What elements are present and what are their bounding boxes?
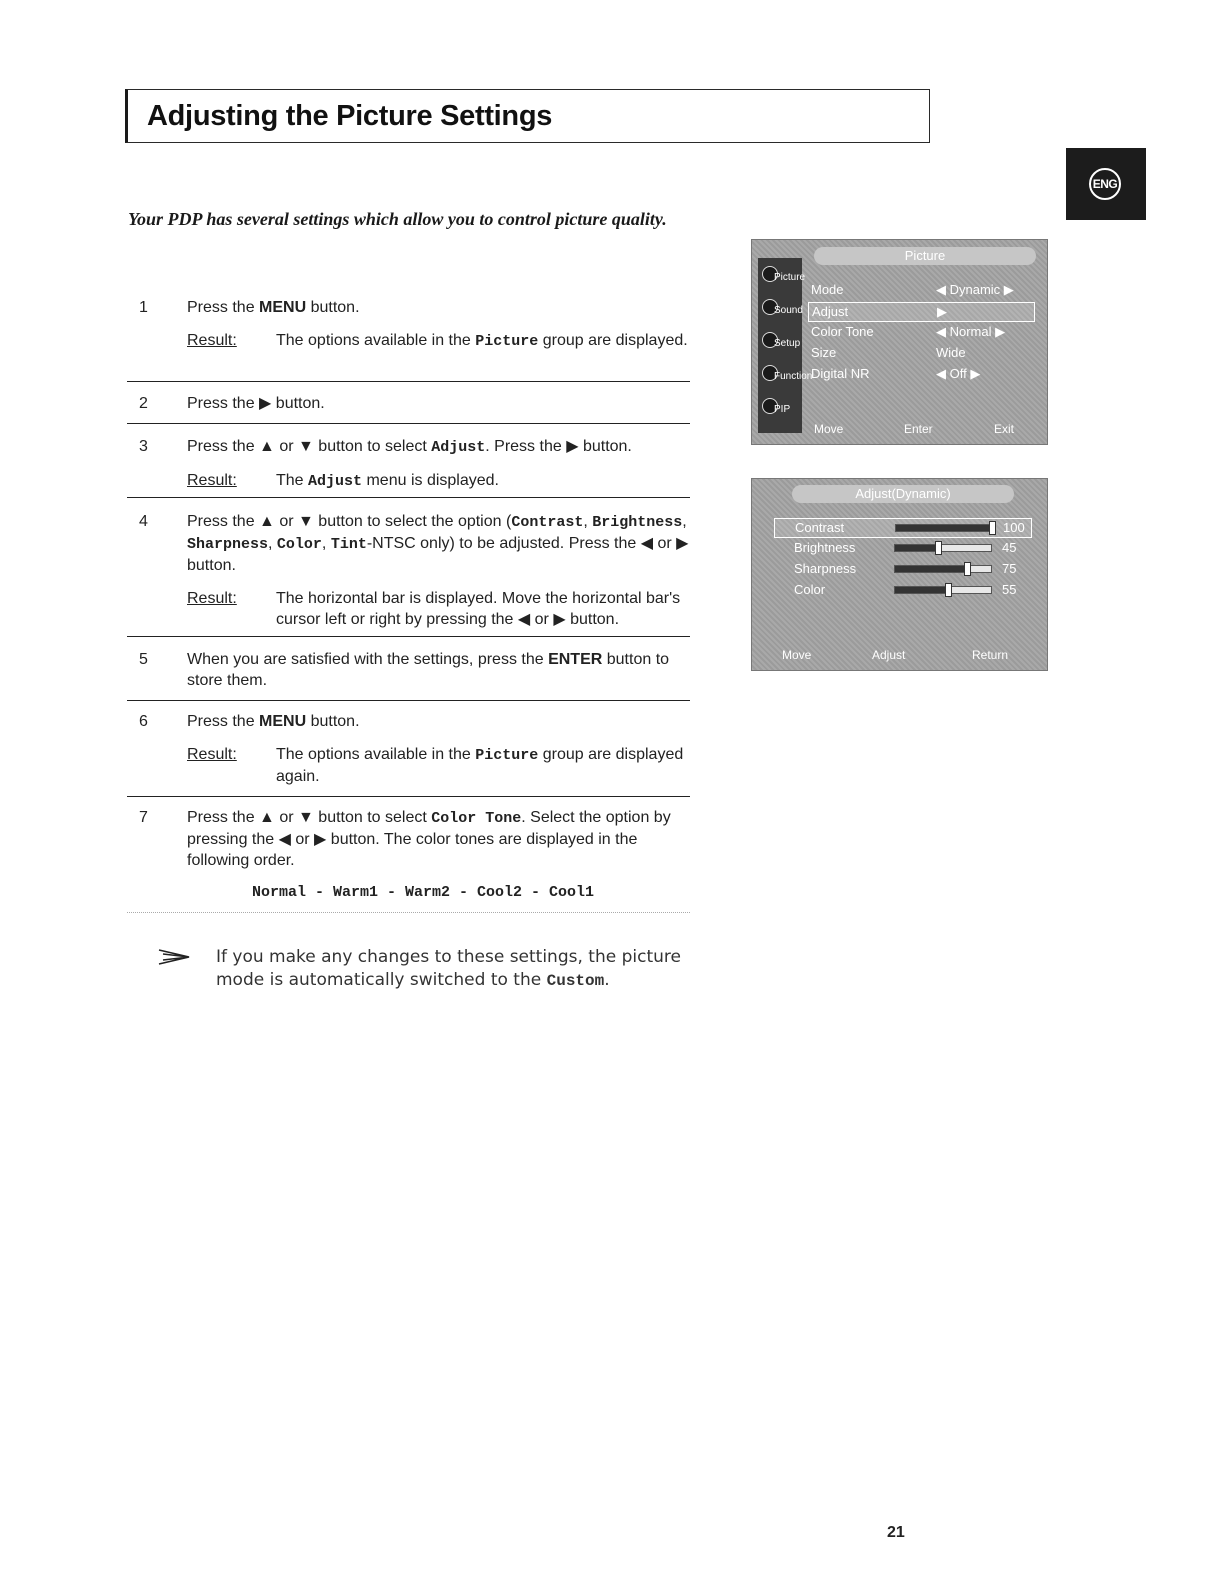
osd-level-cursor (964, 562, 971, 576)
osd-menu-row (808, 344, 1033, 362)
osd-level-bar (894, 586, 992, 594)
osd-level-fill (895, 545, 938, 551)
result-keyword: Picture (475, 747, 539, 764)
step-text: , (268, 535, 277, 552)
step-instruction (187, 807, 690, 871)
step-divider (127, 381, 690, 382)
step-3 (127, 436, 690, 492)
step-number: 2 (139, 395, 148, 412)
result-text: group are displayed again. (276, 746, 684, 785)
osd-row-label: Digital NR (811, 366, 870, 381)
osd-level-value: 55 (1002, 582, 1017, 597)
osd-footer-return: Return (972, 648, 1009, 662)
step-1 (127, 297, 690, 352)
step-divider (127, 423, 690, 424)
osd-footer-move: Move (814, 422, 844, 436)
result-label: Result: (187, 746, 237, 763)
osd-adjust-row (774, 518, 1032, 538)
step-number: 4 (139, 513, 148, 530)
step-text: button. (306, 713, 360, 730)
osd-level-bar (895, 524, 993, 532)
osd-level-value: 45 (1002, 540, 1017, 555)
result-text (276, 588, 690, 630)
step-result (187, 744, 690, 787)
osd-footer-adjust: Adjust (872, 648, 906, 662)
osd-row-label: Mode (811, 282, 844, 297)
osd-row-value: ◀ Normal ▶ (936, 324, 1006, 339)
result-label: Result: (187, 472, 237, 489)
osd-sidebar-label: Picture (774, 272, 806, 283)
step-4 (127, 511, 690, 630)
osd-menu-row (808, 365, 1033, 383)
step-divider (127, 636, 690, 637)
osd-adjust-row (774, 560, 1030, 578)
step-arrow-icon: ▶ (259, 395, 272, 412)
result-text (276, 470, 690, 492)
note-text (216, 946, 686, 993)
osd-level-fill (895, 587, 948, 593)
step-text: -NTSC only) to be adjusted. Press the (366, 535, 641, 552)
step-5 (127, 649, 690, 691)
osd-row-label: Brightness (794, 540, 856, 555)
step-arrow-icon: ▼ (298, 438, 314, 455)
step-instruction (187, 649, 690, 691)
result-text: The options available in the (276, 332, 476, 349)
language-tab (1066, 148, 1146, 220)
result-keyword: Picture (475, 333, 539, 350)
result-label: Result: (187, 332, 237, 349)
step-text: button. (271, 395, 325, 412)
osd-sidebar (758, 258, 813, 433)
eng-badge: ENG (1089, 168, 1121, 200)
step-button-name: MENU (259, 713, 307, 730)
step-text: or (653, 535, 677, 552)
step-keyword: Color Tone (431, 810, 522, 827)
osd-menu-row (808, 302, 1035, 322)
result-text: group are displayed. (538, 332, 688, 349)
step-arrow-icon: ▼ (298, 513, 314, 530)
step-6 (127, 711, 690, 787)
step-keyword: Brightness (592, 514, 683, 531)
step-result (187, 330, 690, 352)
dotted-divider (127, 912, 690, 913)
osd-level-fill (895, 566, 967, 572)
osd-row-label: Size (811, 345, 837, 360)
step-arrow-icon: ▼ (298, 809, 314, 826)
osd-footer (762, 648, 1009, 664)
osd-level-fill (896, 525, 992, 531)
step-text: Press the (187, 513, 260, 530)
step-arrow-icon: ▶ (314, 831, 327, 848)
osd-row-label: Color (794, 582, 826, 597)
step-text: Press the (187, 299, 260, 316)
osd-sidebar-label: PIP (774, 404, 791, 415)
osd-row-value: ▶ (937, 304, 947, 319)
step-arrow-icon: ▲ (259, 438, 275, 455)
step-text: Press the (187, 713, 260, 730)
step-text: or (274, 438, 298, 455)
result-arrow-icon: ◀ (517, 611, 531, 628)
step-text: button to select the option ( (313, 513, 512, 530)
osd-header: Picture (814, 247, 1036, 265)
osd-sidebar-label: Sound (774, 305, 803, 316)
step-text: . Press the (485, 438, 567, 455)
step-text: or (274, 513, 298, 530)
osd-row-value: ◀ Dynamic ▶ (936, 282, 1014, 297)
osd-header: Adjust(Dynamic) (792, 485, 1014, 503)
step-keyword: Sharpness (187, 536, 269, 553)
step-instruction (187, 436, 690, 458)
osd-picture-menu (751, 239, 1048, 445)
step-number: 3 (139, 438, 148, 455)
step-arrow-icon: ◀ (278, 831, 291, 848)
step-number: 1 (139, 299, 148, 316)
step-arrow-icon: ▲ (259, 513, 275, 530)
step-7 (127, 807, 690, 871)
step-text: , (321, 535, 331, 552)
step-divider (127, 497, 690, 498)
intro-text: Your PDP has several settings which allow you to control picture quality. (128, 209, 667, 229)
color-tone-order: Normal - Warm1 - Warm2 - Cool2 - Cool1 (252, 884, 595, 901)
result-text: menu is displayed. (362, 472, 499, 489)
osd-sidebar-label: Function (774, 371, 813, 382)
step-button-name: ENTER (548, 651, 603, 668)
step-text: button. The color tones are displayed in the following order. (187, 831, 638, 869)
step-instruction (187, 511, 690, 576)
step-text: button to select (313, 438, 432, 455)
result-text: The options available in the (276, 746, 476, 763)
osd-level-bar (894, 544, 992, 552)
step-arrow-icon: ▶ (676, 535, 689, 552)
osd-level-bar (894, 565, 992, 573)
result-text: The (276, 472, 309, 489)
result-text (276, 330, 690, 352)
step-number: 7 (139, 809, 148, 826)
osd-adjust-row (774, 581, 1030, 599)
note-arrow-icon (157, 946, 193, 973)
step-keyword: Color (276, 536, 322, 553)
page-number: 21 (887, 1524, 905, 1541)
osd-level-cursor (945, 583, 952, 597)
step-2 (127, 393, 690, 414)
result-text: button. (565, 611, 620, 628)
result-keyword: Adjust (308, 473, 363, 490)
note-body: If you make any changes to these settings, the picture mode is automatically switched to the (216, 947, 681, 990)
note-end: . (604, 970, 610, 990)
result-label: Result: (187, 590, 237, 607)
step-instruction (187, 711, 690, 732)
result-text (276, 744, 690, 787)
result-text: The horizontal bar is displayed. Move the horizontal bar's cursor left or right by pressing the (276, 590, 681, 628)
step-keyword: Tint (330, 536, 367, 553)
step-number: 6 (139, 713, 148, 730)
step-text: or (274, 809, 298, 826)
osd-footer-exit: Exit (994, 422, 1015, 436)
step-text: When you are satisfied with the settings, press the (187, 651, 549, 668)
step-text: button to select (313, 809, 432, 826)
osd-row-label: Color Tone (811, 324, 874, 339)
step-number: 5 (139, 651, 148, 668)
osd-footer-move: Move (782, 648, 812, 662)
step-arrow-icon: ▲ (259, 809, 275, 826)
step-text: Press the (187, 395, 260, 412)
step-arrow-icon: ◀ (640, 535, 654, 552)
osd-menu-row (808, 281, 1033, 299)
step-text: , (682, 513, 687, 530)
osd-menu-row (808, 323, 1033, 341)
osd-level-value: 100 (1003, 520, 1025, 535)
osd-adjust-menu (751, 478, 1048, 671)
step-keyword: Contrast (511, 514, 584, 531)
result-text: or (530, 611, 554, 628)
osd-level-value: 75 (1002, 561, 1017, 576)
step-divider (127, 700, 690, 701)
step-text: , (583, 513, 593, 530)
step-result (187, 588, 690, 630)
step-text: button. (306, 299, 360, 316)
step-keyword: Adjust (431, 439, 486, 456)
osd-row-label: Sharpness (794, 561, 857, 576)
step-arrow-icon: ▶ (566, 438, 579, 455)
osd-level-cursor (935, 541, 942, 555)
step-instruction (187, 393, 690, 414)
osd-level-cursor (989, 521, 996, 535)
step-text: button. (578, 438, 632, 455)
step-button-name: MENU (259, 299, 307, 316)
step-instruction (187, 297, 690, 318)
osd-adjust-row (774, 539, 1030, 557)
step-text: button. (187, 557, 236, 574)
step-divider (127, 796, 690, 797)
step-text: Press the (187, 438, 260, 455)
step-text: button to store them. (187, 651, 670, 689)
result-arrow-icon: ▶ (553, 611, 566, 628)
osd-row-label: Contrast (795, 520, 845, 535)
osd-footer (804, 422, 1040, 438)
step-text: Press the (187, 809, 260, 826)
osd-row-value: Wide (936, 345, 966, 360)
note-mode: Custom (546, 972, 605, 990)
osd-footer-enter: Enter (904, 422, 933, 436)
step-text: or (290, 831, 315, 848)
step-text: . Select the option by pressing the (187, 809, 671, 848)
osd-sidebar-label: Setup (774, 338, 801, 349)
osd-row-value: ◀ Off ▶ (936, 366, 981, 381)
step-result (187, 470, 690, 492)
page-title: Adjusting the Picture Settings (147, 100, 553, 132)
osd-row-label: Adjust (812, 304, 849, 319)
